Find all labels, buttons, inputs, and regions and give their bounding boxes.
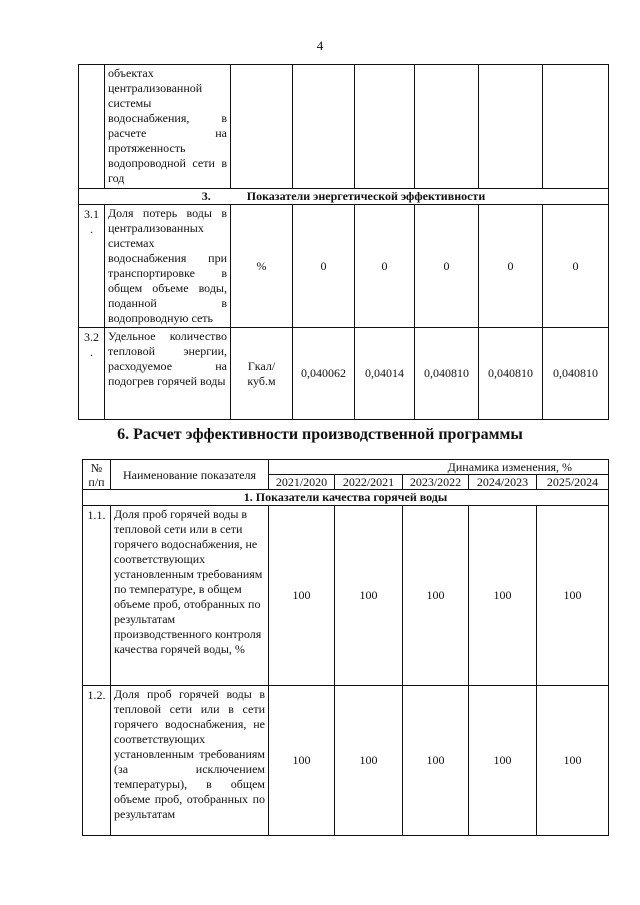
value-cell: 0,040810 [415,328,479,420]
page-number: 4 [316,38,324,53]
column-header-dynamics: Динамика изменения, % [269,460,609,475]
section-title: Показатели энергетической эффективности [246,189,486,203]
value-cell: 100 [403,686,469,836]
row-index: 3.1 . [79,205,105,328]
value-cell: 0,04014 [355,328,415,420]
table-row [83,506,609,686]
section-row [83,490,609,506]
empty-cell [543,65,609,189]
value-cell: 100 [469,686,537,836]
table-row [79,205,609,328]
column-header-name: Наименование показателя [111,460,269,490]
column-header-number: № п/п [83,460,111,490]
value-cell: 100 [403,506,469,686]
value-cell: 100 [269,506,335,686]
row-index: 3.2 . [79,328,105,420]
empty-cell [479,65,543,189]
value-cell: 0,040062 [293,328,355,420]
period-header: 2025/2024 [537,475,609,490]
indicators-table-continued [78,64,609,420]
indicator-name: Удельное количество тепловой энергии, расходуемое на подогрев горячей воды [105,328,231,420]
value-cell: 100 [537,686,609,836]
value-cell: 100 [269,686,335,836]
indicator-name: Доля проб горячей воды в тепловой сети или в сети горячего водоснабжения, не соответствующих установленным требованиям по температуре, в общем объеме проб, отобранных по результатам производственного контроля качества горячей воды, % [111,506,269,686]
value-cell: 100 [335,686,403,836]
value-cell: 100 [335,506,403,686]
efficiency-table [82,459,609,836]
period-header: 2023/2022 [403,475,469,490]
value-cell: 0 [355,205,415,328]
table-header-row [83,460,609,475]
empty-cell [293,65,355,189]
indicator-name: Доля проб горячей воды в тепловой сети или в сети горячего водоснабжения, не соответствующих установленным требованиям (за исключением температуры), в общем объеме проб, отобранных по результатам [111,686,269,836]
section-row [79,189,609,205]
period-header: 2021/2020 [269,475,335,490]
value-cell: 0 [293,205,355,328]
period-header: 2022/2021 [335,475,403,490]
table-row [79,65,609,189]
value-cell: 100 [469,506,537,686]
empty-cell [355,65,415,189]
empty-cell [415,65,479,189]
period-header: 2024/2023 [469,475,537,490]
unit-cell: % [231,205,293,328]
value-cell: 0 [479,205,543,328]
value-cell: 0 [543,205,609,328]
section-heading [79,189,609,205]
indicator-name: объектах централизованной системы водоснабжения, в расчете на протяженность водопроводной сети в год [105,65,231,189]
table-row [83,686,609,836]
row-index [79,65,105,189]
section-index: 3. [201,189,211,203]
value-cell: 0 [415,205,479,328]
value-cell: 0,040810 [543,328,609,420]
value-cell: 100 [537,506,609,686]
value-cell: 0,040810 [479,328,543,420]
row-index: 1.1. [83,506,111,686]
unit-cell: Гкал/ куб.м [231,328,293,420]
empty-cell [231,65,293,189]
section-6-title: 6. Расчет эффективности производственной программы [117,426,523,443]
row-index: 1.2. [83,686,111,836]
section-heading: 1. Показатели качества горячей воды [83,490,609,506]
table-row [79,328,609,420]
indicator-name: Доля потерь воды в централизованных системах водоснабжения при транспортировке в общем объеме воды, поданной в водопроводную сеть [105,205,231,328]
